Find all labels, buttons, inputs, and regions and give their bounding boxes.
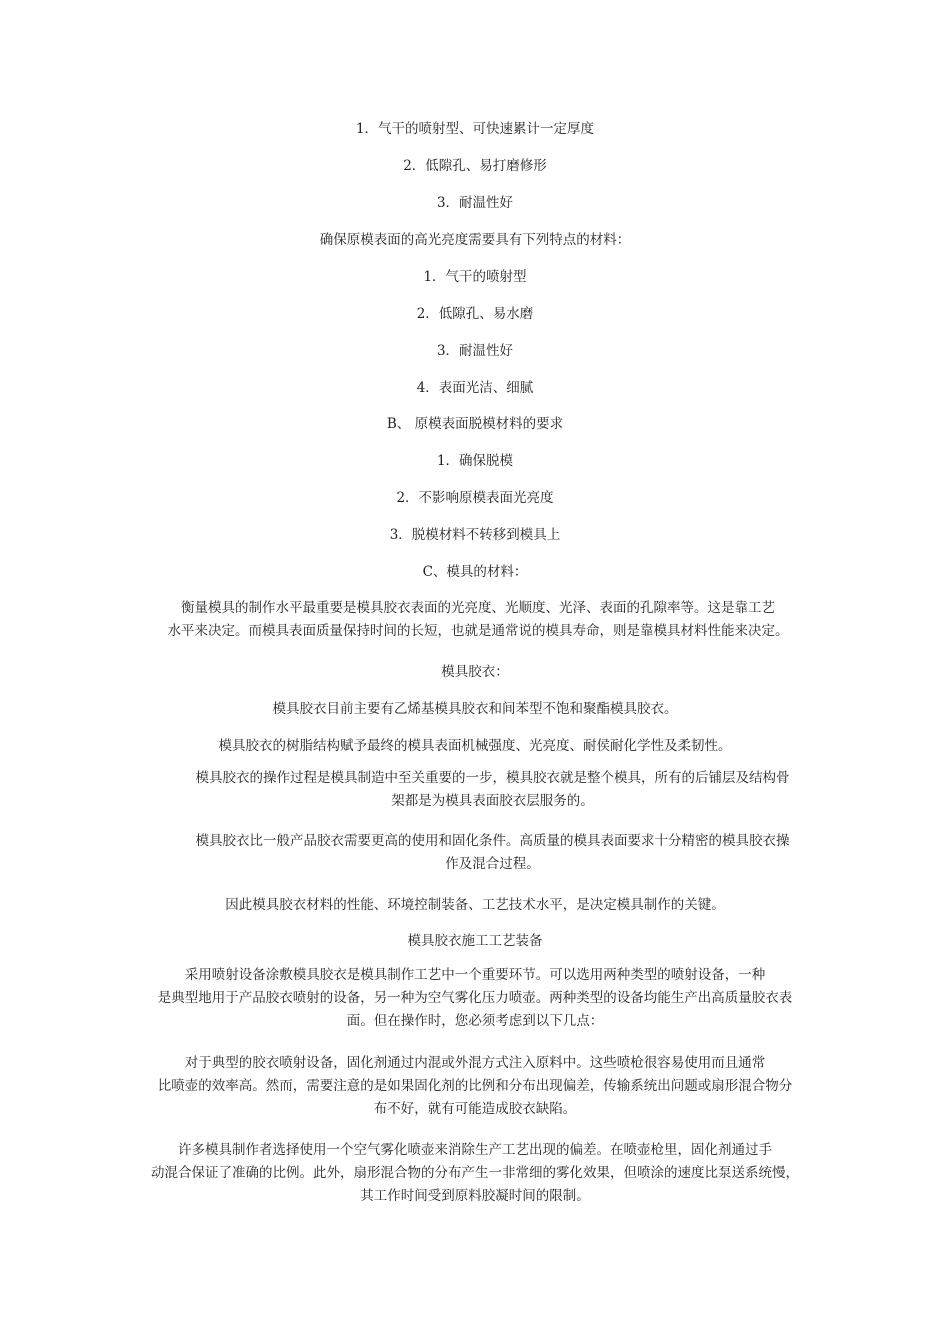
equipment-heading: 模具胶衣施工工艺装备: [407, 933, 543, 949]
paragraph-process: [170, 767, 815, 813]
paragraph-line: 对于典型的胶衣喷射设备，固化剂通过内混或外混方式注入原料中。这些喷枪很容易使用而且通常: [184, 1055, 766, 1071]
gloss-materials-heading: 确保原模表面的高光亮度需要具有下列特点的材料：: [319, 232, 631, 248]
paragraph-line: 面。但在操作时，您必须考虑到以下几点：: [346, 1013, 604, 1029]
requirement-2-low-porosity: 2．低隙孔、易打磨修形: [403, 158, 547, 174]
paragraph-line: 作及混合过程。: [445, 856, 540, 872]
paragraph-line: 动混合保证了准确的比例。此外，扇形混合物的分布产生一非常细的雾化效果，但喷涂的速度比泵送系统慢，: [151, 1165, 799, 1181]
gloss-req-1: 1．气干的喷射型: [423, 269, 527, 285]
release-req-3: 3．脱模材料不转移到模具上: [389, 527, 561, 543]
paragraph-spray-pot: [138, 1139, 812, 1208]
paragraph-line: 水平来决定。而模具表面质量保持时间的长短，也就是通常说的模具寿命，则是靠模具材料性能来决定。: [167, 623, 789, 639]
paragraph-line: 架都是为模具表面胶衣层服务的。: [391, 793, 594, 809]
gloss-req-3: 3．耐温性好: [436, 343, 514, 359]
requirement-1-spray-type: 1．气干的喷射型、可快速累计一定厚度: [355, 121, 595, 137]
gelcoat-heading: 模具胶衣：: [441, 664, 509, 680]
release-req-2: 2．不影响原模表面光亮度: [396, 490, 554, 506]
paragraph-line: 布不好，就有可能造成胶衣缺陷。: [373, 1101, 577, 1117]
section-b-heading: B、 原模表面脱模材料的要求: [386, 416, 564, 432]
release-req-1: 1．确保脱模: [436, 453, 514, 469]
paragraph-key-factors: 因此模具胶衣材料的性能、环境控制装备、工艺技术水平，是决定模具制作的关键。: [225, 897, 725, 913]
requirement-3-heat-resistance: 3．耐温性好: [436, 195, 514, 211]
paragraph-gelcoat-types: 模具胶衣目前主要有乙烯基模具胶衣和间苯型不饱和聚酯模具胶衣。: [272, 701, 678, 717]
paragraph-resin-structure: 模具胶衣的树脂结构赋予最终的模具表面机械强度、光亮度、耐侯耐化学性及柔韧性。: [218, 738, 732, 754]
paragraph-typical-equipment: [140, 1052, 810, 1121]
paragraph-line: 模具胶衣的操作过程是模具制造中至关重要的一步，模具胶衣就是整个模具，所有的后铺层及结构骨: [195, 770, 790, 786]
paragraph-measure: [143, 597, 813, 643]
gloss-req-4: 4．表面光洁、细腻: [416, 380, 534, 396]
gloss-req-2: 2．低隙孔、易水磨: [416, 306, 534, 322]
paragraph-line: 其工作时间受到原料胶凝时间的限制。: [360, 1188, 590, 1204]
paragraph-line: 采用喷射设备涂敷模具胶衣是模具制作工艺中一个重要环节。可以选用两种类型的喷射设备，一种: [184, 967, 766, 983]
paragraph-spray-equipment: [140, 964, 810, 1033]
paragraph-line: 比喷壶的效率高。然而，需要注意的是如果固化剂的比例和分布出现偏差，传输系统出问题或扇形混合物分: [157, 1078, 793, 1094]
paragraph-line: 模具胶衣比一般产品胶衣需要更高的使用和固化条件。高质量的模具表面要求十分精密的模具胶衣操: [195, 833, 790, 849]
paragraph-line: 衡量模具的制作水平最重要是模具胶衣表面的光亮度、光顺度、光泽、表面的孔隙率等。这是靠工艺: [181, 600, 775, 616]
paragraph-line: 许多模具制作者选择使用一个空气雾化喷壶来消除生产工艺出现的偏差。在喷壶枪里，固化剂通过手: [178, 1142, 772, 1158]
paragraph-line: 是典型地用于产品胶衣喷射的设备，另一种为空气雾化压力喷壶。两种类型的设备均能生产出高质量胶衣表: [157, 990, 793, 1006]
paragraph-conditions: [170, 830, 815, 876]
section-c-heading: C、模具的材料：: [422, 564, 528, 580]
